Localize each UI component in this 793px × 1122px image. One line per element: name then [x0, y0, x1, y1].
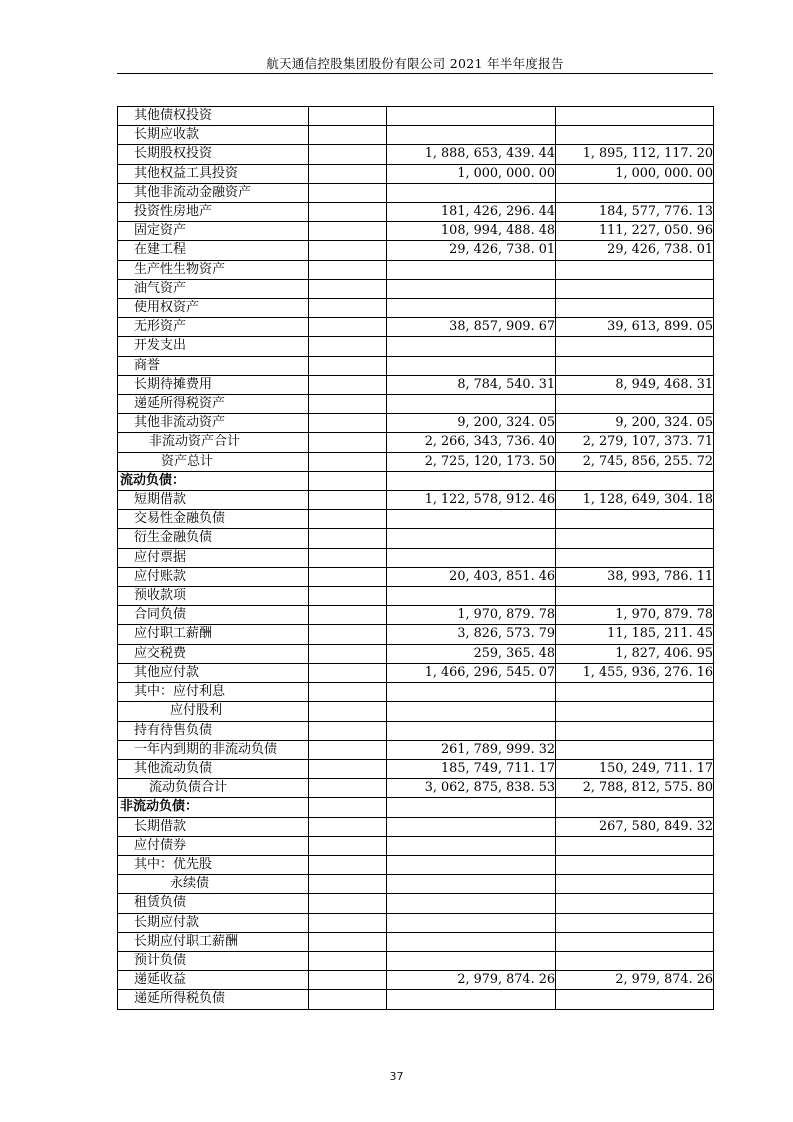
item-label: 投资性房地产 [134, 204, 213, 220]
item-label-cell [118, 414, 309, 433]
value-period-end-cell [387, 126, 556, 145]
item-label-cell [118, 894, 309, 913]
item-label-cell [118, 260, 309, 279]
table-row [118, 510, 714, 529]
table-row [118, 318, 714, 337]
note-cell [309, 471, 387, 490]
table-row [118, 183, 714, 202]
table-row [118, 971, 714, 990]
note-cell [309, 913, 387, 932]
note-cell [309, 203, 387, 222]
value-period-end-cell [387, 721, 556, 740]
note-cell [309, 721, 387, 740]
item-label-cell [118, 663, 309, 682]
item-label: 应交税费 [134, 645, 187, 661]
note-cell [309, 875, 387, 894]
table-row [118, 587, 714, 606]
table-row [118, 875, 714, 894]
item-label: 长期股权投资 [134, 146, 213, 162]
value-period-begin-cell [556, 836, 714, 855]
table-row [118, 913, 714, 932]
item-label: 其他权益工具投资 [134, 165, 239, 181]
table-row [118, 836, 714, 855]
table-row [118, 452, 714, 471]
table-row [118, 702, 714, 721]
item-label-cell [118, 644, 309, 663]
table-row [118, 299, 714, 318]
value-period-begin-cell [556, 894, 714, 913]
value-period-end-cell [387, 183, 556, 202]
note-cell [309, 817, 387, 836]
value-period-begin-cell [556, 875, 714, 894]
note-cell [309, 740, 387, 759]
note-cell [309, 702, 387, 721]
note-cell [309, 395, 387, 414]
value-period-end-cell [387, 990, 556, 1009]
value-period-begin-cell [556, 510, 714, 529]
value-period-end-cell: 261, 789, 999. 32 [387, 740, 556, 759]
item-label-cell [118, 471, 309, 490]
item-label-cell [118, 951, 309, 970]
value-period-begin-cell [556, 337, 714, 356]
value-period-begin-cell [556, 932, 714, 951]
value-period-end-cell: 259, 365. 48 [387, 644, 556, 663]
item-label-cell [118, 932, 309, 951]
item-label: 预计负债 [134, 952, 187, 968]
item-label-cell [118, 452, 309, 471]
item-label-cell [118, 318, 309, 337]
value-period-begin-cell: 29, 426, 738. 01 [556, 241, 714, 260]
note-cell [309, 951, 387, 970]
value-period-end-cell: 1, 970, 879. 78 [387, 606, 556, 625]
item-label-cell [118, 145, 309, 164]
value-period-begin-cell: 267, 580, 849. 32 [556, 817, 714, 836]
item-label-cell [118, 491, 309, 510]
value-period-end-cell: 1, 888, 653, 439. 44 [387, 145, 556, 164]
item-label-cell [118, 836, 309, 855]
value-period-begin-cell: 39, 613, 899. 05 [556, 318, 714, 337]
table-row [118, 222, 714, 241]
table-row [118, 203, 714, 222]
item-label: 开发支出 [134, 338, 187, 354]
value-period-end-cell: 185, 749, 711. 17 [387, 759, 556, 778]
item-label-cell [118, 241, 309, 260]
value-period-end-cell [387, 510, 556, 529]
item-label-cell [118, 299, 309, 318]
value-period-begin-cell: 184, 577, 776. 13 [556, 203, 714, 222]
note-cell [309, 145, 387, 164]
table-row [118, 260, 714, 279]
item-label-cell [118, 529, 309, 548]
value-period-end-cell [387, 894, 556, 913]
table-row [118, 606, 714, 625]
table-row [118, 721, 714, 740]
value-period-begin-cell [556, 721, 714, 740]
item-label-cell [118, 337, 309, 356]
table-row [118, 337, 714, 356]
item-label-cell [118, 183, 309, 202]
note-cell [309, 855, 387, 874]
note-cell [309, 894, 387, 913]
value-period-begin-cell [556, 395, 714, 414]
item-label: 合同负债 [134, 607, 187, 623]
balance-sheet-body [118, 107, 714, 1010]
note-cell [309, 241, 387, 260]
table-row [118, 798, 714, 817]
note-cell [309, 759, 387, 778]
item-label-cell [118, 625, 309, 644]
page-number: 37 [389, 1070, 404, 1083]
item-label-cell [118, 279, 309, 298]
item-label-cell [118, 606, 309, 625]
note-cell [309, 798, 387, 817]
value-period-begin-cell: 2, 279, 107, 373. 71 [556, 433, 714, 452]
value-period-begin-cell: 150, 249, 711. 17 [556, 759, 714, 778]
note-cell [309, 414, 387, 433]
note-cell [309, 491, 387, 510]
item-label: 租赁负债 [134, 895, 187, 911]
note-cell [309, 548, 387, 567]
note-cell [309, 318, 387, 337]
value-period-end-cell [387, 279, 556, 298]
value-period-end-cell: 29, 426, 738. 01 [387, 241, 556, 260]
table-row [118, 779, 714, 798]
value-period-end-cell: 1, 466, 296, 545. 07 [387, 663, 556, 682]
value-period-end-cell [387, 798, 556, 817]
table-row [118, 375, 714, 394]
table-row [118, 356, 714, 375]
value-period-begin-cell [556, 798, 714, 817]
item-label: 非流动负债： [120, 799, 199, 815]
value-period-begin-cell [556, 107, 714, 126]
item-label: 流动负债合计 [149, 780, 228, 796]
note-cell [309, 433, 387, 452]
value-period-begin-cell [556, 260, 714, 279]
value-period-begin-cell: 111, 227, 050. 96 [556, 222, 714, 241]
table-row [118, 644, 714, 663]
table-row [118, 932, 714, 951]
note-cell [309, 375, 387, 394]
note-cell [309, 663, 387, 682]
value-period-end-cell [387, 337, 556, 356]
item-label: 油气资产 [134, 280, 187, 296]
table-row [118, 414, 714, 433]
value-period-begin-cell [556, 356, 714, 375]
note-cell [309, 164, 387, 183]
value-period-end-cell [387, 548, 556, 567]
table-row [118, 548, 714, 567]
item-label: 使用权资产 [134, 300, 200, 316]
note-cell [309, 971, 387, 990]
value-period-begin-cell: 38, 993, 786. 11 [556, 567, 714, 586]
value-period-end-cell [387, 107, 556, 126]
value-period-begin-cell: 1, 827, 406. 95 [556, 644, 714, 663]
note-cell [309, 836, 387, 855]
value-period-begin-cell [556, 990, 714, 1009]
item-label: 永续债 [170, 876, 210, 892]
table-row [118, 951, 714, 970]
item-label-cell [118, 222, 309, 241]
value-period-end-cell: 3, 826, 573. 79 [387, 625, 556, 644]
item-label: 长期应付款 [134, 914, 200, 930]
item-label: 其他非流动资产 [134, 415, 226, 431]
value-period-begin-cell [556, 913, 714, 932]
item-label: 非流动资产合计 [149, 434, 241, 450]
value-period-end-cell: 3, 062, 875, 838. 53 [387, 779, 556, 798]
value-period-end-cell [387, 260, 556, 279]
value-period-end-cell: 1, 000, 000. 00 [387, 164, 556, 183]
value-period-end-cell: 181, 426, 296. 44 [387, 203, 556, 222]
note-cell [309, 107, 387, 126]
value-period-end-cell [387, 471, 556, 490]
value-period-end-cell: 38, 857, 909. 67 [387, 318, 556, 337]
item-label: 应付股利 [170, 703, 223, 719]
note-cell [309, 779, 387, 798]
note-cell [309, 222, 387, 241]
item-label: 其他应付款 [134, 664, 200, 680]
value-period-begin-cell: 1, 455, 936, 276. 16 [556, 663, 714, 682]
value-period-end-cell [387, 855, 556, 874]
note-cell [309, 683, 387, 702]
table-row [118, 625, 714, 644]
table-row [118, 107, 714, 126]
header-rule [117, 73, 713, 74]
item-label: 短期借款 [134, 492, 187, 508]
value-period-begin-cell: 11, 185, 211. 45 [556, 625, 714, 644]
item-label: 生产性生物资产 [134, 261, 226, 277]
item-label-cell [118, 126, 309, 145]
note-cell [309, 932, 387, 951]
value-period-end-cell: 108, 994, 488. 48 [387, 222, 556, 241]
item-label-cell [118, 587, 309, 606]
value-period-begin-cell: 2, 979, 874. 26 [556, 971, 714, 990]
value-period-end-cell [387, 836, 556, 855]
item-label: 长期借款 [134, 818, 187, 834]
value-period-end-cell [387, 587, 556, 606]
table-row [118, 529, 714, 548]
item-label: 持有待售负债 [134, 722, 213, 738]
item-label: 递延所得税资产 [134, 396, 226, 412]
table-row [118, 740, 714, 759]
item-label-cell [118, 510, 309, 529]
note-cell [309, 279, 387, 298]
note-cell [309, 260, 387, 279]
item-label: 其中：优先股 [134, 856, 213, 872]
value-period-begin-cell [556, 951, 714, 970]
item-label-cell [118, 798, 309, 817]
value-period-end-cell [387, 529, 556, 548]
item-label: 长期应付职工薪酬 [134, 933, 239, 949]
item-label: 资产总计 [161, 453, 214, 469]
value-period-begin-cell: 9, 200, 324. 05 [556, 414, 714, 433]
item-label-cell [118, 740, 309, 759]
item-label-cell [118, 913, 309, 932]
value-period-begin-cell [556, 471, 714, 490]
item-label-cell [118, 683, 309, 702]
value-period-end-cell [387, 913, 556, 932]
value-period-begin-cell: 1, 000, 000. 00 [556, 164, 714, 183]
table-row [118, 164, 714, 183]
table-row [118, 126, 714, 145]
item-label-cell [118, 548, 309, 567]
value-period-end-cell: 1, 122, 578, 912. 46 [387, 491, 556, 510]
item-label-cell [118, 971, 309, 990]
table-row [118, 471, 714, 490]
note-cell [309, 587, 387, 606]
note-cell [309, 567, 387, 586]
value-period-begin-cell: 8, 949, 468. 31 [556, 375, 714, 394]
value-period-begin-cell [556, 587, 714, 606]
item-label: 无形资产 [134, 319, 187, 335]
value-period-begin-cell [556, 683, 714, 702]
item-label: 商誉 [134, 357, 161, 373]
note-cell [309, 356, 387, 375]
value-period-end-cell: 2, 979, 874. 26 [387, 971, 556, 990]
item-label: 流动负债： [120, 472, 186, 488]
item-label: 其他流动负债 [134, 760, 213, 776]
note-cell [309, 644, 387, 663]
item-label-cell [118, 817, 309, 836]
table-row [118, 145, 714, 164]
table-row [118, 759, 714, 778]
value-period-begin-cell [556, 702, 714, 721]
value-period-end-cell: 2, 725, 120, 173. 50 [387, 452, 556, 471]
value-period-end-cell [387, 875, 556, 894]
item-label-cell [118, 875, 309, 894]
item-label-cell [118, 164, 309, 183]
table-row [118, 817, 714, 836]
item-label-cell [118, 107, 309, 126]
item-label-cell [118, 395, 309, 414]
table-row [118, 491, 714, 510]
value-period-begin-cell: 1, 895, 112, 117. 20 [556, 145, 714, 164]
item-label: 应付债券 [134, 837, 187, 853]
value-period-begin-cell: 2, 745, 856, 255. 72 [556, 452, 714, 471]
item-label: 应付票据 [134, 549, 187, 565]
item-label: 递延收益 [134, 972, 187, 988]
value-period-begin-cell [556, 855, 714, 874]
value-period-end-cell: 8, 784, 540. 31 [387, 375, 556, 394]
table-row [118, 894, 714, 913]
item-label-cell [118, 356, 309, 375]
item-label-cell [118, 855, 309, 874]
table-row [118, 395, 714, 414]
table-row [118, 663, 714, 682]
value-period-end-cell [387, 683, 556, 702]
table-row [118, 855, 714, 874]
value-period-begin-cell [556, 279, 714, 298]
note-cell [309, 337, 387, 356]
note-cell [309, 126, 387, 145]
table-row [118, 279, 714, 298]
value-period-begin-cell [556, 740, 714, 759]
value-period-end-cell [387, 817, 556, 836]
value-period-end-cell [387, 299, 556, 318]
value-period-end-cell: 20, 403, 851. 46 [387, 567, 556, 586]
item-label: 长期应收款 [134, 127, 200, 143]
item-label-cell [118, 702, 309, 721]
value-period-end-cell [387, 395, 556, 414]
table-row [118, 990, 714, 1009]
table-row [118, 683, 714, 702]
value-period-begin-cell [556, 299, 714, 318]
report-title: 航天通信控股集团股份有限公司 2021 年半年度报告 [266, 56, 564, 71]
item-label: 长期待摊费用 [134, 376, 213, 392]
value-period-end-cell [387, 702, 556, 721]
value-period-begin-cell: 1, 970, 879. 78 [556, 606, 714, 625]
item-label: 交易性金融负债 [134, 511, 226, 527]
item-label: 其中：应付利息 [134, 684, 226, 700]
item-label: 其他非流动金融资产 [134, 184, 252, 200]
item-label-cell [118, 203, 309, 222]
item-label-cell [118, 990, 309, 1009]
value-period-begin-cell [556, 548, 714, 567]
item-label: 应付账款 [134, 568, 187, 584]
item-label-cell [118, 759, 309, 778]
item-label-cell [118, 433, 309, 452]
value-period-end-cell [387, 951, 556, 970]
item-label: 递延所得税负债 [134, 991, 226, 1007]
item-label-cell [118, 779, 309, 798]
item-label-cell [118, 375, 309, 394]
item-label: 衍生金融负债 [134, 530, 213, 546]
note-cell [309, 452, 387, 471]
value-period-end-cell [387, 356, 556, 375]
table-row [118, 433, 714, 452]
value-period-end-cell: 9, 200, 324. 05 [387, 414, 556, 433]
item-label: 固定资产 [134, 223, 187, 239]
value-period-begin-cell [556, 183, 714, 202]
balance-sheet-table [117, 106, 714, 1010]
table-row [118, 241, 714, 260]
value-period-end-cell: 2, 266, 343, 736. 40 [387, 433, 556, 452]
note-cell [309, 625, 387, 644]
note-cell [309, 529, 387, 548]
item-label: 在建工程 [134, 242, 187, 258]
note-cell [309, 510, 387, 529]
note-cell [309, 606, 387, 625]
item-label-cell [118, 721, 309, 740]
item-label: 预收款项 [134, 588, 187, 604]
note-cell [309, 183, 387, 202]
note-cell [309, 299, 387, 318]
value-period-begin-cell [556, 126, 714, 145]
item-label: 一年内到期的非流动负债 [134, 741, 278, 757]
item-label: 应付职工薪酬 [134, 626, 213, 642]
item-label: 其他债权投资 [134, 108, 213, 123]
table-row [118, 567, 714, 586]
value-period-begin-cell [556, 529, 714, 548]
value-period-begin-cell: 2, 788, 812, 575. 80 [556, 779, 714, 798]
item-label-cell [118, 567, 309, 586]
note-cell [309, 990, 387, 1009]
value-period-end-cell [387, 932, 556, 951]
value-period-begin-cell: 1, 128, 649, 304. 18 [556, 491, 714, 510]
